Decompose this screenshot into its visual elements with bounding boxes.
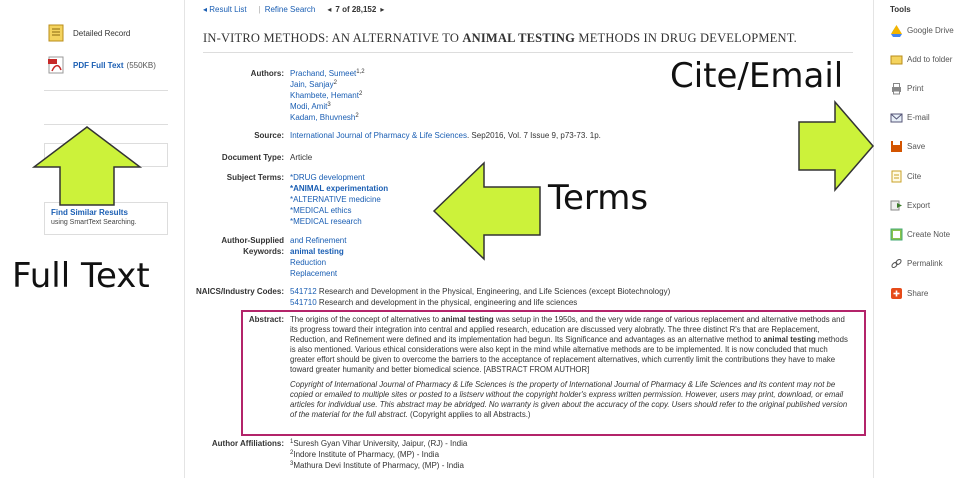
folder-icon: [890, 53, 903, 66]
tool-google-drive[interactable]: [890, 24, 954, 37]
find-similar-link[interactable]: Find Similar Results: [51, 208, 128, 217]
next-result-button[interactable]: ▸: [380, 5, 385, 14]
authors-label: Authors:: [250, 69, 284, 78]
author-sup: 1,2: [356, 69, 365, 75]
tool-label: Print: [907, 84, 924, 93]
result-list-link[interactable]: ◂ Result List: [203, 5, 247, 14]
affiliation-sup: 1: [290, 439, 294, 445]
author-sup: 2: [333, 80, 337, 86]
subject-terms-field: [185, 172, 388, 227]
authors-field: [185, 68, 365, 123]
share-icon: [890, 287, 903, 300]
left-arrow-annotation: [432, 161, 542, 261]
subject-term-link[interactable]: *DRUG development: [290, 173, 365, 182]
affiliation-text: Mathura Devi Institute of Pharmacy, (MP) - India: [293, 461, 464, 470]
keywords-label: Author-Supplied Keywords:: [221, 236, 284, 256]
naics-label: NAICS/Industry Codes:: [195, 287, 284, 296]
keywords-list: [290, 235, 346, 279]
tools-title: Tools: [890, 5, 911, 14]
cite-icon: [890, 170, 903, 183]
tool-label: Save: [907, 142, 926, 151]
save-icon: [890, 140, 903, 153]
naics-code-link[interactable]: 541710: [290, 298, 317, 307]
keywords-field: [185, 235, 346, 279]
affiliation-sup: 3: [290, 461, 294, 467]
naics-desc: Research and development in the physical, engineering and life sciences: [316, 298, 578, 307]
author-link[interactable]: Prachand, Sumeet: [290, 69, 357, 78]
article-title: IN-VITRO METHODS: AN ALTERNATIVE TO ANIMAL TESTING METHODS IN DRUG DEVELOPMENT.: [203, 31, 797, 45]
keyword-link[interactable]: and Refinement: [290, 236, 347, 245]
tool-create-note[interactable]: [890, 228, 950, 241]
result-position: 7 of 28,152: [335, 5, 377, 14]
subject-term-link[interactable]: *MEDICAL ethics: [290, 206, 352, 215]
subject-term-link[interactable]: *MEDICAL research: [290, 217, 362, 226]
source-field: [185, 130, 601, 141]
link-icon: [890, 257, 903, 270]
tool-label: Share: [907, 289, 929, 298]
affiliations-list: [290, 438, 467, 471]
email-icon: [890, 111, 903, 124]
affiliations-field: [185, 438, 467, 471]
tool-label: Export: [907, 201, 931, 210]
full-text-annotation: Full Text: [12, 256, 150, 296]
naics-item: [290, 297, 670, 308]
affiliation-item: [290, 449, 467, 460]
tool-label: Add to folder: [907, 55, 953, 64]
author-item: [290, 68, 365, 79]
abstract-text: The origins of the concept of alternatives to animal testing was setup in the 1950s, and the very wide range of various replacement and alternative methods and its progress toward their integration into central and applied research, education are discussed very alobratly. The three distinct R's that are Replacement, Reduction, and Refinement were defined and its implementation had begun. Its Significance and advantages as an alternative method to animal testing methods is also mentioned. Various ethical considerations were also kept in the mind while alternative methods are to be implemented. It is now concluded that much greater effort should be given to overcome the barriers to the acceptance of replacement alternatives, which currently limit the contributions they have to make toward greater humanity and better biomedical science. [ABSTRACT FROM AUTHOR] Copyright of International Journal of Pharmacy & Life Sciences is the property of International Journal of Pharmacy & Life Sciences and its content may not be copied or emailed to multiple sites or posted to a listserv without the copyright holder's express written permission. However, users may print, download, or email articles for individual use. This abstract may be abridged. No warranty is given about the accuracy of the copy. Users should refer to the original published version of the material for the full abstract. (Copyright applies to all Abstracts.): [290, 315, 848, 419]
tools-panel: [873, 0, 963, 478]
nav-separator: |: [258, 5, 261, 14]
left-sidebar: [0, 0, 185, 478]
author-item: [290, 112, 365, 123]
author-sup: 2: [355, 113, 359, 119]
result-nav: [203, 5, 388, 14]
naics-field: [185, 286, 670, 308]
tool-save[interactable]: [890, 140, 925, 153]
pdf-full-text-link[interactable]: [47, 56, 156, 74]
affiliation-text: Suresh Gyan Vihar University, Jaipur, (RJ) - India: [293, 439, 468, 448]
tool-permalink[interactable]: [890, 257, 943, 270]
subject-terms-label: Subject Terms:: [226, 173, 284, 182]
right-arrow-annotation: [797, 100, 875, 192]
document-icon: [47, 24, 65, 42]
subject-terms-list: [290, 172, 388, 227]
cite-email-annotation: Cite/Email: [670, 56, 844, 96]
abstract-field: [185, 315, 848, 420]
doctype-field: [185, 152, 312, 163]
naics-desc: Research and Development in the Physical, Engineering, and Life Sciences (except Biotechnology): [316, 287, 671, 296]
tool-share[interactable]: [890, 287, 928, 300]
pdf-full-text-label: PDF Full Text (550KB): [73, 60, 156, 70]
prev-result-button[interactable]: ◂: [327, 5, 332, 14]
affiliation-sup: 2: [290, 450, 294, 456]
author-item: [290, 101, 365, 112]
author-link[interactable]: Khambete, Hemant: [290, 91, 359, 100]
keyword-link[interactable]: animal testing: [290, 247, 344, 256]
title-rule: [203, 52, 853, 53]
google-drive-icon: [890, 24, 903, 37]
detailed-record-label: Detailed Record: [73, 28, 131, 38]
copyright-text: Copyright of International Journal of Pharmacy & Life Sciences is the property of International Journal of Pharmacy & Life Sciences and its content may not be copied or emailed to multiple sites or posted to a listserv without the copyright holder's express written permission. However, users may print, download, or email articles for individual use. This abstract may be abridged. No warranty is given about the accuracy of the copy. Users should refer to the original published version of the material for the full abstract. (Copyright applies to all Abstracts.): [290, 380, 848, 419]
up-arrow-annotation: [32, 125, 142, 207]
pdf-icon: [47, 56, 65, 74]
naics-code-link[interactable]: 541712: [290, 287, 317, 296]
tool-e-mail[interactable]: [890, 111, 930, 124]
tool-export[interactable]: [890, 199, 930, 212]
subject-term-link[interactable]: *ALTERNATIVE medicine: [290, 195, 381, 204]
export-icon: [890, 199, 903, 212]
author-item: [290, 90, 365, 101]
author-link[interactable]: Kadam, Bhuvnesh: [290, 113, 356, 122]
naics-list: [290, 286, 670, 308]
tool-label: Cite: [907, 172, 922, 181]
affiliation-item: [290, 460, 467, 471]
tool-cite[interactable]: [890, 170, 921, 183]
tool-label: Permalink: [907, 259, 943, 268]
find-similar-sub: using SmartText Searching.: [51, 219, 137, 226]
tool-print[interactable]: [890, 82, 923, 95]
tool-add-to-folder[interactable]: [890, 53, 952, 66]
author-link[interactable]: Modi, Amit: [290, 102, 328, 111]
detailed-record-link[interactable]: [47, 24, 130, 42]
author-item: [290, 79, 365, 90]
source-link[interactable]: International Journal of Pharmacy & Life Sciences: [290, 131, 467, 140]
affiliation-item: [290, 438, 467, 449]
abstract-label: Abstract:: [248, 315, 284, 324]
author-sup: 3: [327, 102, 331, 108]
printer-icon: [890, 82, 903, 95]
doctype-value: Article: [290, 153, 313, 162]
author-link[interactable]: Jain, Sanjay: [290, 80, 334, 89]
note-icon: [890, 228, 903, 241]
naics-item: [290, 286, 670, 297]
keyword-link[interactable]: Replacement: [290, 269, 338, 278]
affiliations-label: Author Affiliations:: [211, 439, 284, 448]
authors-list: [290, 68, 365, 123]
source-rest: . Sep2016, Vol. 7 Issue 9, p73-73. 1p.: [466, 131, 601, 140]
doctype-label: Document Type:: [221, 153, 284, 162]
tool-label: Google Drive: [907, 26, 954, 35]
source-label: Source:: [254, 131, 284, 140]
divider: [44, 90, 168, 91]
keyword-link[interactable]: Reduction: [290, 258, 327, 267]
tool-label: Create Note: [907, 230, 951, 239]
subject-term-link[interactable]: *ANIMAL experimentation: [290, 184, 389, 193]
affiliation-text: Indore Institute of Pharmacy, (MP) - India: [293, 450, 440, 459]
tool-label: E-mail: [907, 113, 930, 122]
refine-search-link[interactable]: Refine Search: [264, 5, 316, 14]
terms-annotation: Terms: [548, 178, 649, 218]
pdf-size: (550KB): [126, 60, 156, 70]
author-sup: 2: [358, 91, 363, 97]
